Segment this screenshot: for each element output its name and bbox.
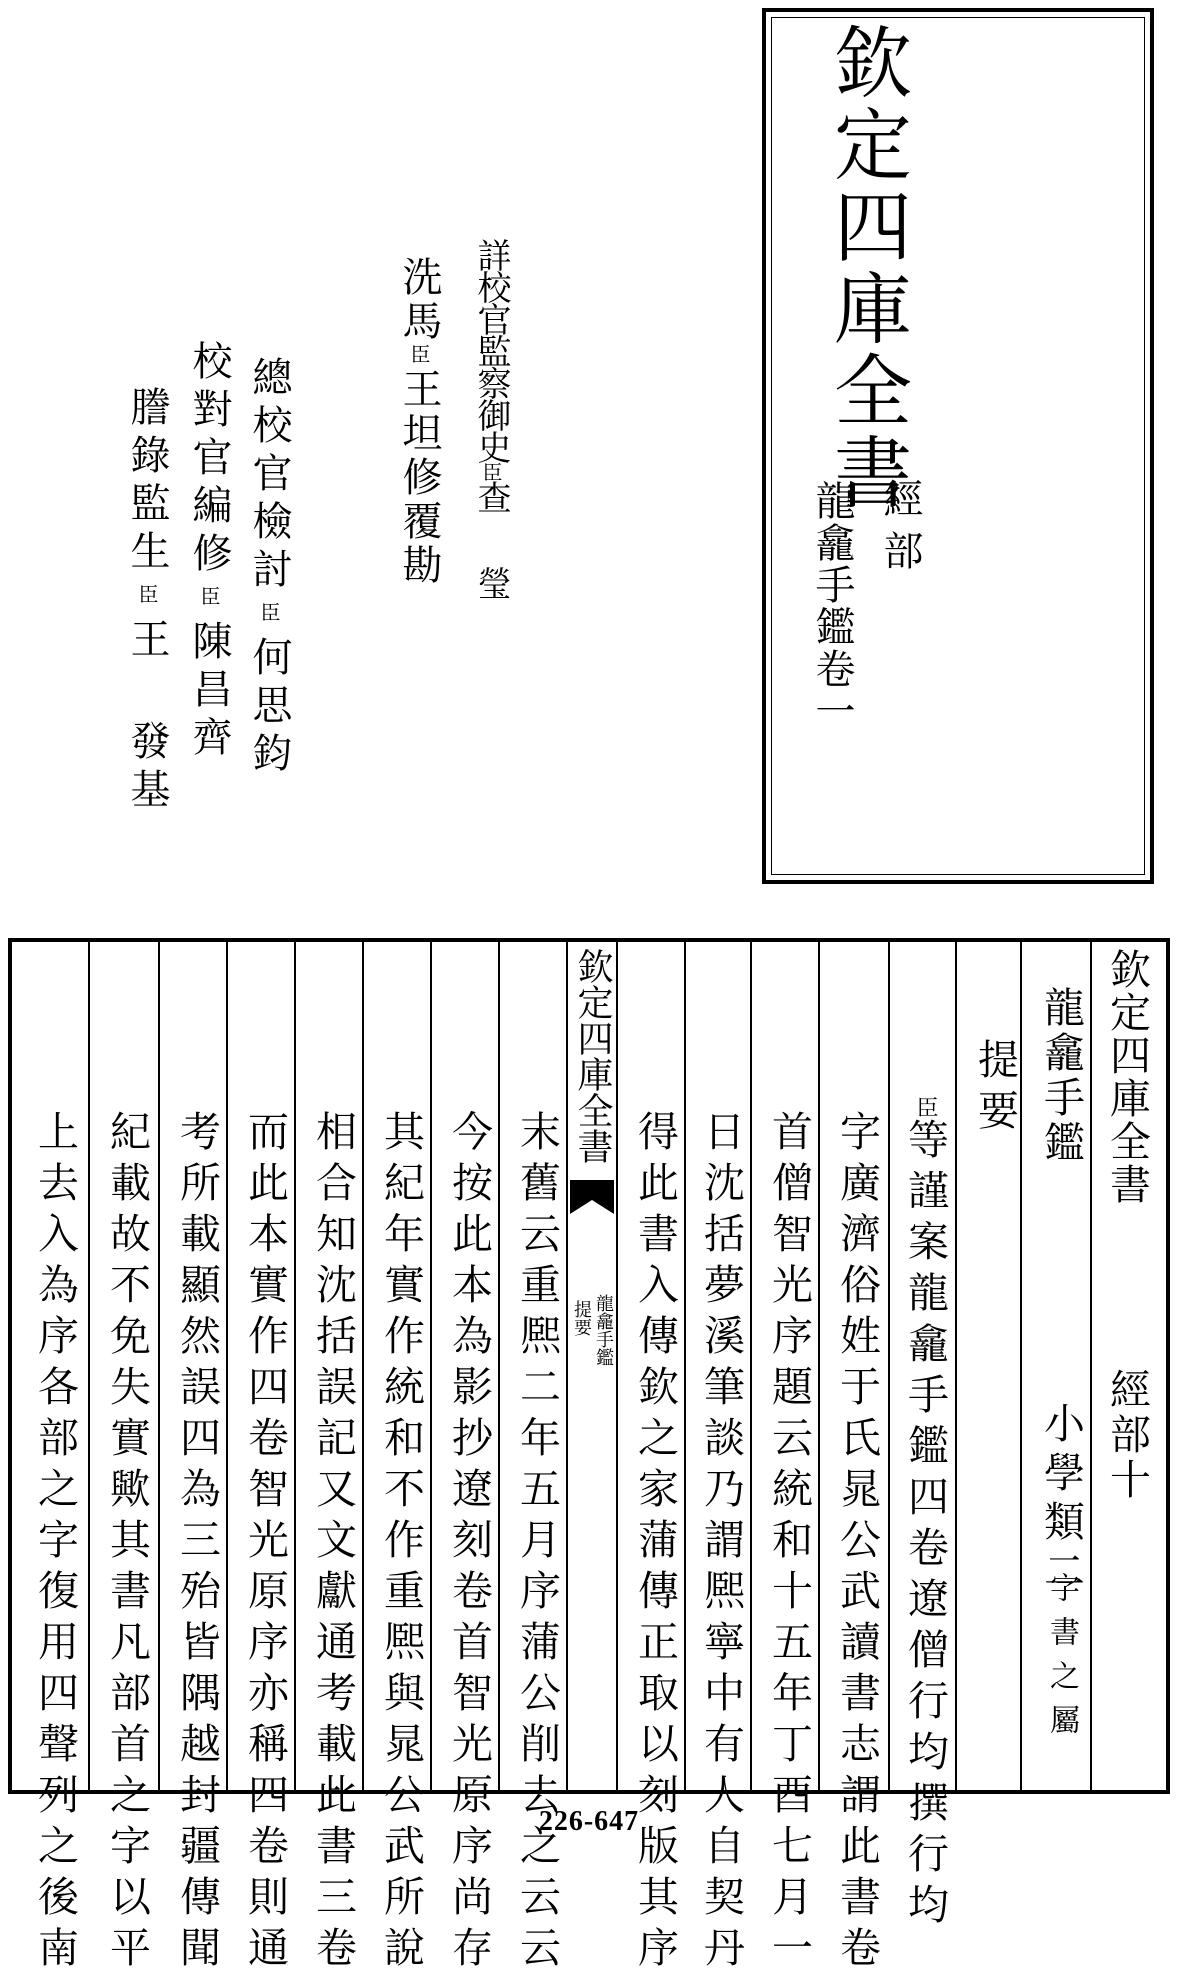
text-column: 而此本實作四卷智光原序亦稱四卷則通 [241, 1110, 289, 1977]
text-column: 其紀年實作統和不作重熈與晁公武所說 [377, 1110, 425, 1977]
chief-collator-title: 總校官檢討 [246, 356, 292, 596]
reviewer-chen: 臣 [407, 344, 431, 368]
book-name: 龍龕手鑑 [1037, 986, 1085, 1166]
text-column: 今按此本為影抄遼刻卷首智光原序尚存 [445, 1110, 493, 1977]
proofreader-chen: 臣 [479, 462, 503, 480]
copyist-credit [124, 386, 170, 816]
collator-credit [186, 340, 232, 764]
collator-chen: 臣 [197, 586, 221, 614]
column-rule [818, 942, 820, 1790]
center-tiyao: 提要 [571, 1300, 592, 1336]
volume-title: 龍龕手鑑卷一 [809, 480, 855, 732]
column-rule [888, 942, 890, 1790]
column-rule [1090, 942, 1092, 1790]
reviewer-credit [396, 256, 442, 588]
copyist-name: 王 發基 [124, 618, 170, 816]
page-number: 226-647 [538, 1806, 640, 1837]
column-rule [362, 942, 364, 1790]
center-book-name: 龍龕手鑑 [593, 1294, 614, 1366]
chief-collator-chen: 臣 [257, 602, 281, 630]
text-column: 考所載顯然誤四為三殆皆隅越封疆傳聞 [173, 1110, 221, 1977]
column-rule [294, 942, 296, 1790]
text-column: 相合知沈括誤記又文獻通考載此書三卷 [309, 1110, 357, 1977]
column-rule [158, 942, 160, 1790]
column-rule [430, 942, 432, 1790]
center-title: 欽定四庫全書 [572, 948, 613, 1164]
column-rule [955, 942, 957, 1790]
text-column: 末舊云重熈二年五月序蒲公削去之云云 [513, 1110, 561, 1977]
column-rule [566, 942, 568, 1790]
column-rule [498, 942, 500, 1790]
proofreader-credit [470, 238, 512, 606]
chief-collator-credit [246, 356, 292, 780]
proofreader-title: 詳校官監察御史 [471, 238, 511, 462]
text-column: 紀載故不免失實歟其書凡部首之字以平 [103, 1110, 151, 1977]
header-title: 欽定四庫全書 [1103, 948, 1151, 1206]
copyist-chen: 臣 [135, 584, 159, 612]
text-column: 上去入為序各部之字復用四聲列之後南 [31, 1110, 79, 1977]
collator-title: 校對官編修 [186, 340, 232, 580]
reviewer-title: 洗馬 [396, 256, 442, 344]
chief-collator-name: 何思鈞 [246, 636, 292, 780]
section-label: 經部 [877, 478, 923, 582]
proofreader-name: 查 瑩 [471, 480, 511, 606]
text-column: 首僧智光序題云統和十五年丁酉七月一 [765, 1110, 813, 1977]
reviewer-name: 王坦修覆勘 [396, 368, 442, 588]
column-rule [88, 942, 90, 1790]
text-line: 等謹案龍龕手鑑四卷遼僧行均撰行均 [901, 1118, 949, 1934]
subcategory: 小學類二 [1037, 1402, 1085, 1598]
text-column: 字廣濟俗姓于氏晁公武讀書志謂此書卷 [833, 1110, 881, 1977]
subcategory-note: 字書之屬 [1044, 1572, 1079, 1748]
column-rule [616, 942, 618, 1790]
column-rule [684, 942, 686, 1790]
column-rule [750, 942, 752, 1790]
fish-tail-mark [570, 1186, 614, 1226]
text-column: 日沈括夢溪筆談乃謂熈寧中有人自契丹 [697, 1110, 745, 1977]
column-rule [226, 942, 228, 1790]
book-title: 欽定四庫全書 [821, 22, 911, 514]
tiyao-heading: 提要 [971, 1038, 1019, 1140]
text-column: 得此書入傳欽之家蒲傳正取以刻版其序 [631, 1110, 679, 1977]
copyist-title: 謄錄監生 [124, 386, 170, 578]
text-chen: 臣 [913, 1096, 938, 1118]
collator-name: 陳昌齊 [186, 620, 232, 764]
header-category: 經部十 [1103, 1368, 1151, 1503]
